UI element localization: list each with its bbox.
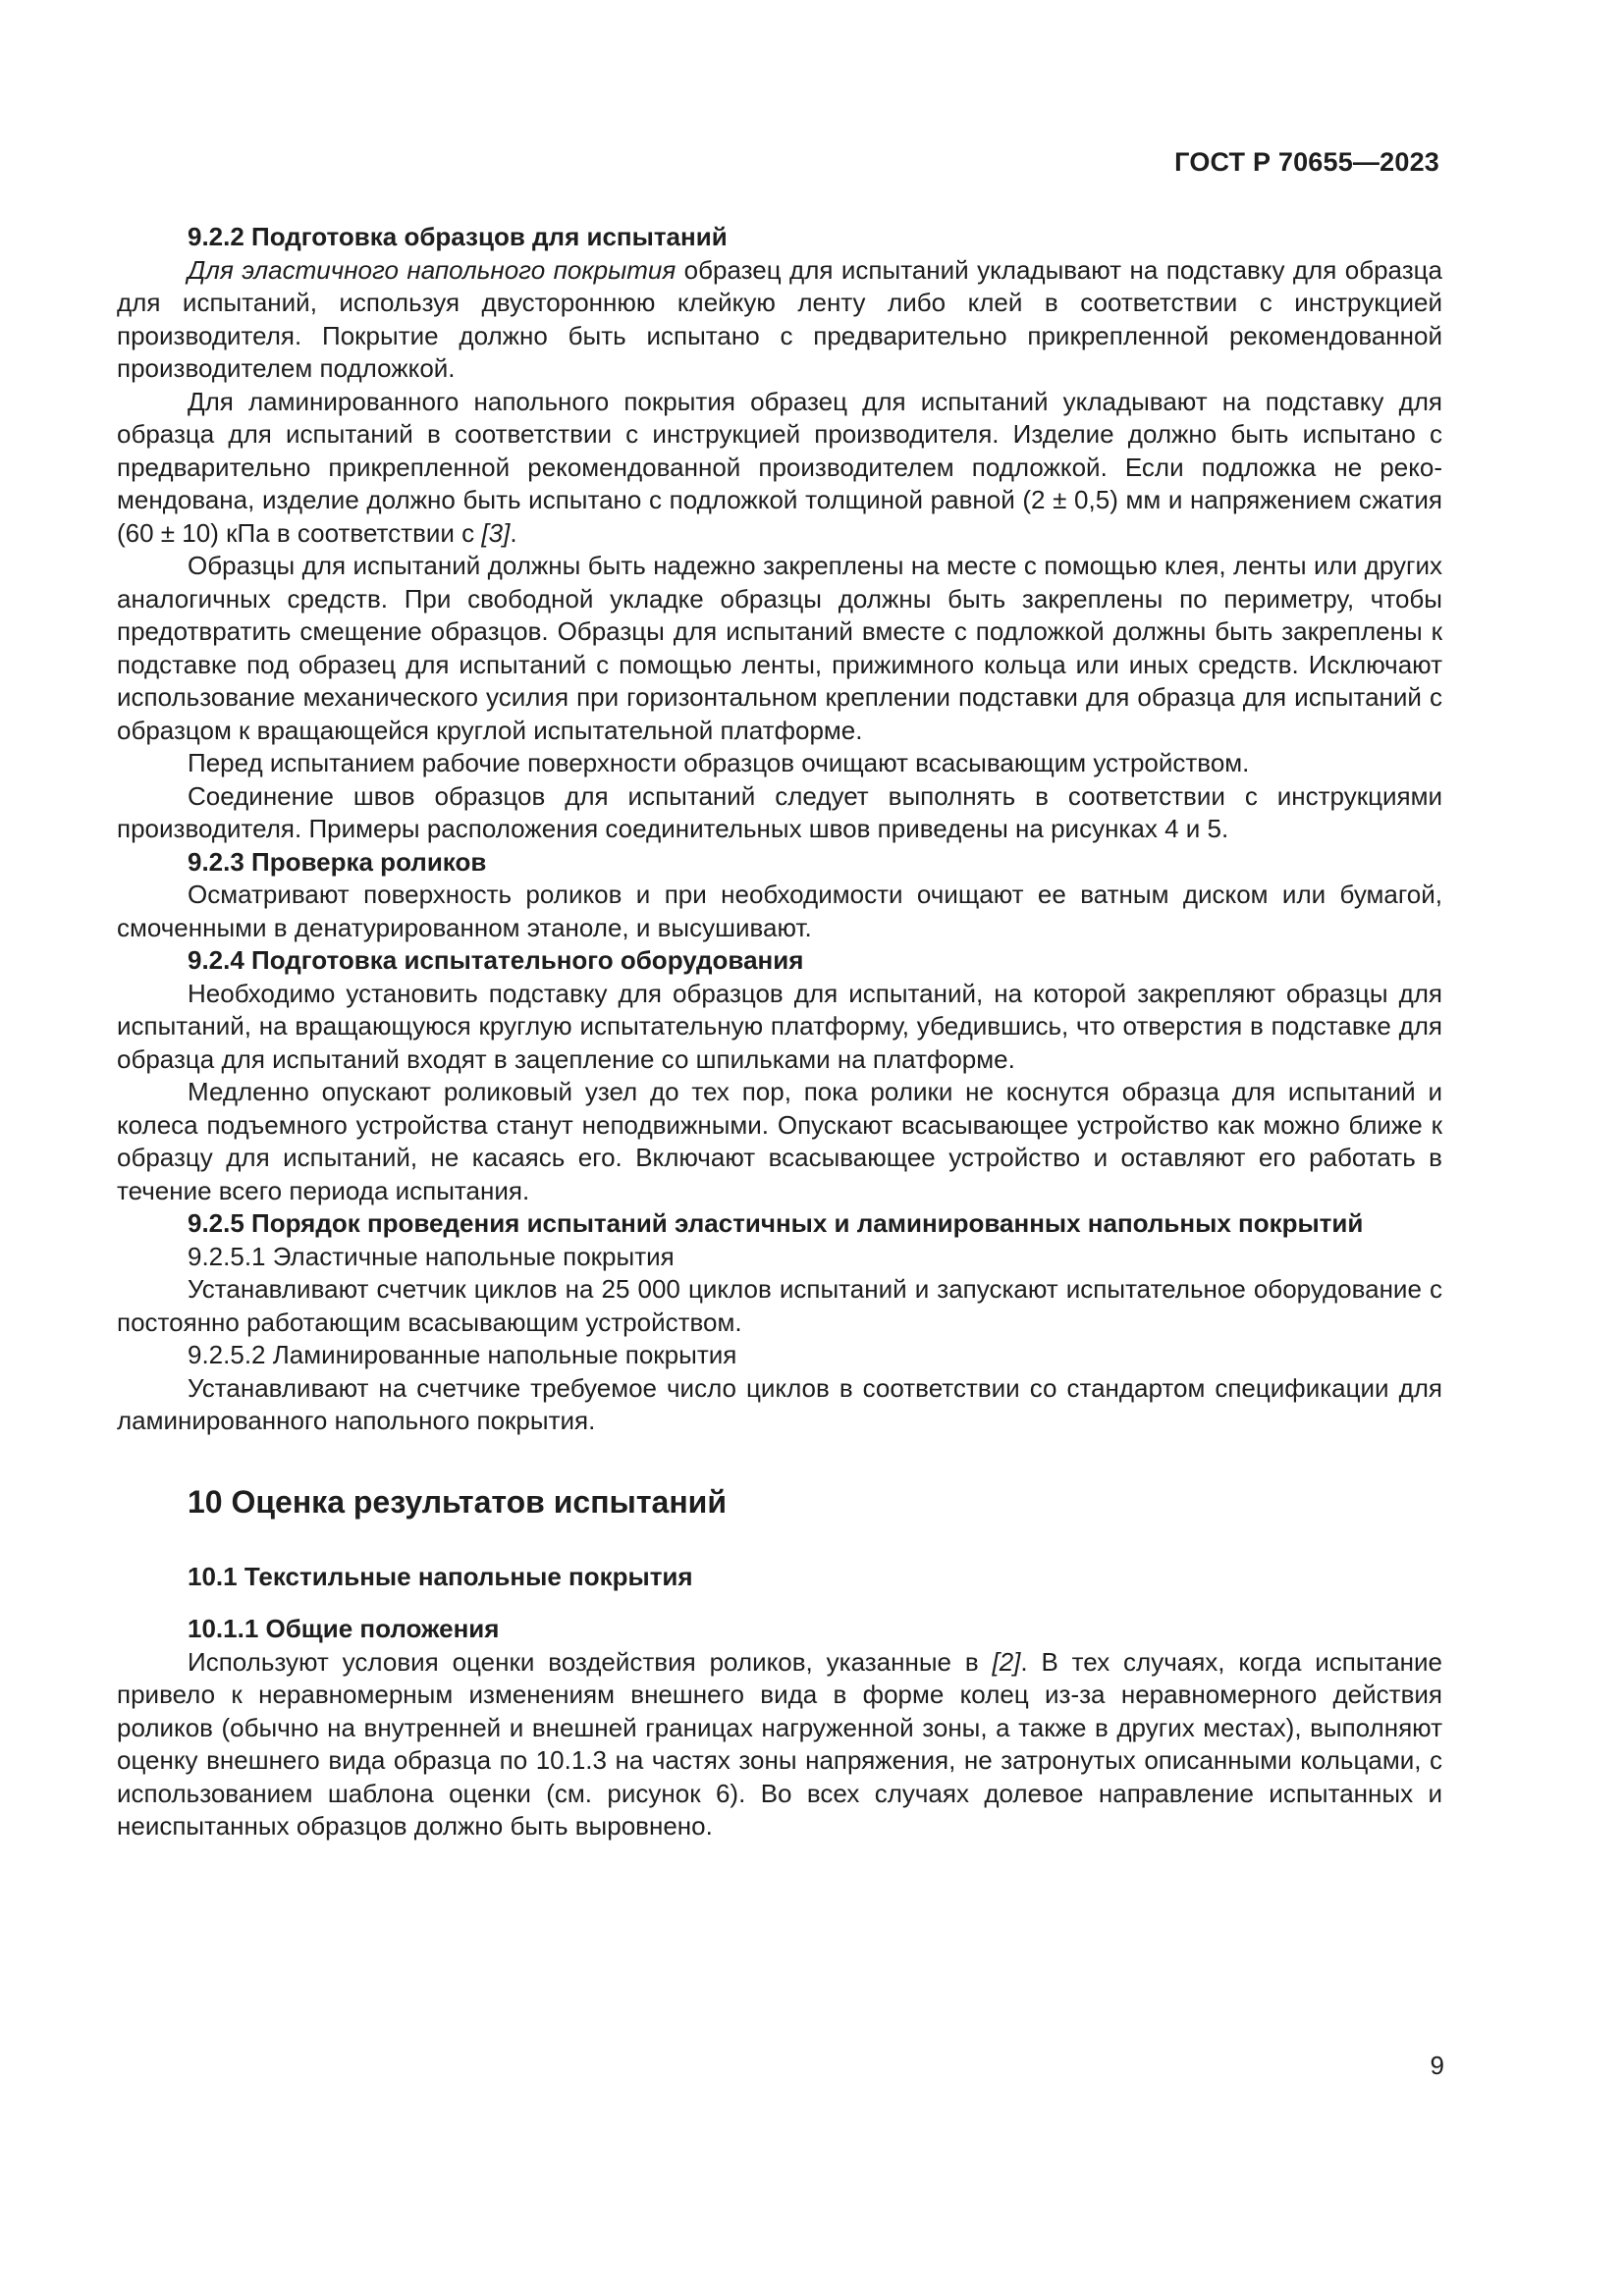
page-number: 9 (1430, 2051, 1444, 2080)
section-title-10: 10 Оценка результатов испытаний (188, 1483, 727, 1520)
paragraph-end: . (510, 517, 517, 548)
section-heading-9-2-5: 9.2.5 Порядок проведения испытаний эластичных и ламинированных напольных покрытий (188, 1208, 1364, 1238)
paragraph-text: образец для испытаний укладывают на подставку для образца для испытаний, используя двустороннюю клейкую ленту либо клей в соответствии с инструкцией производителя. Покрытие должно быть испытано с предварительно прикрепленной рекомендованной производителем подложкой. (117, 254, 1442, 383)
paragraph-text: Для ламинированного напольного покрытия образец для испытаний укладывают на подставку для образца для испытаний в соответствии с инструкцией производителя. Изделие должно быть испытано с предварительно прикрепленной рекомендованной производителем подложкой. Если подложка не рекомендована, изделие должно быть испытано с подложкой толщиной равной (2 ± 0,5) мм и напряжением сжатия (60 ± 10) кПа в соответствии с (117, 386, 1442, 548)
paragraph: Осматривают поверхность роликов и при необходимости очищают ее ватным диском или бумагой, смоченными в денатурированном этаноле, и высушивают. (117, 880, 1442, 942)
paragraph: Устанавливают счетчик циклов на 25 000 циклов испытаний и запускают испытательное оборудование с постоянно работающим всасывающим устройством. (117, 1274, 1442, 1337)
paragraph: Медленно опускают роликовый узел до тех пор, пока ролики не коснутся образца для испытаний и колеса подъемного устройства станут неподвижными. Опускают всасывающее устройство как можно ближе к образцу для испытаний, не касаясь его. Включают всасывающее устройство и оставляют его работать в течение всего периода испытания. (117, 1077, 1442, 1205)
paragraph: Устанавливают на счетчике требуемое число циклов в соответствии со стандартом спецификации для ламинированного напольного покрытия. (117, 1372, 1442, 1435)
section-heading-10-1: 10.1 Текстильные напольные покрытия (188, 1561, 693, 1591)
paragraph (117, 1646, 1442, 1843)
paragraph-text: Используют условия оценки воздействия роликов, указанные в (188, 1646, 993, 1677)
document-code-header: ГОСТ Р 70655—2023 (1174, 147, 1439, 177)
paragraph (117, 254, 1442, 386)
paragraph: Соединение швов образцов для испытаний следует выполнять в соответствии с инструкциями производителя. Примеры расположения соединительных швов приведены на рисунках 4 и 5. (117, 780, 1442, 843)
paragraph (117, 386, 1442, 551)
section-heading-9-2-2: 9.2.2 Подготовка образцов для испытаний (188, 222, 728, 251)
paragraph: Необходимо установить подставку для образцов для испытаний, на которой закрепляют образцы для испытаний, на вращающуюся круглую испытательную платформу, убедившись, что отверстия в подставке для образца для испытаний входят в зацепление со шпильками на платформе. (117, 978, 1442, 1074)
paragraph: Образцы для испытаний должны быть надежно закреплены на месте с помощью клея, ленты или других аналогичных средств. При свободной укладке образцы должны быть закреплены по периметру, чтобы предотвратить смещение образцов. Образцы для испытаний вместе с подложкой должны быть закреплены к подставке под образец для испытаний с помощью ленты, прижимного кольца или иных средств. Исключают использование механического усилия при горизонтальном креплении подставки для образца для испытаний с образцом к вращающейся круглой испытательной платформе. (117, 551, 1442, 745)
italic-term: Для эластичного напольного покрытия (188, 254, 677, 285)
document-body (117, 221, 1442, 1843)
reference-3: [3] (481, 517, 511, 548)
reference-2: [2] (992, 1646, 1021, 1677)
section-heading-9-2-4: 9.2.4 Подготовка испытательного оборудования (188, 945, 804, 975)
subsection-heading-9-2-5-1: 9.2.5.1 Эластичные напольные покрытия (188, 1241, 675, 1271)
paragraph-text: . В тех случаях, когда испытание привело к неравномерным изменениям внешнего вида в форме колец из-за неравномерного действия роликов (обычно на внутренней и внешней границах нагруженной зоны, а также в других местах), выполняют оценку внешнего вида образца по 10.1.3 на частях зоны напряжения, не затронутых описанными кольцами, с использованием шаблона оценки (см. рисунок 6). Во всех случаях долевое направление испытанных и неиспытанных образцов должно быть выровнено. (117, 1646, 1442, 1841)
section-heading-9-2-3: 9.2.3 Проверка роликов (188, 846, 487, 877)
subsection-heading-9-2-5-2: 9.2.5.2 Ламинированные напольные покрытия (188, 1340, 737, 1369)
paragraph: Перед испытанием рабочие поверхности образцов очищают всасывающим устройством. (188, 748, 1250, 777)
section-heading-10-1-1: 10.1.1 Общие положения (188, 1614, 500, 1643)
